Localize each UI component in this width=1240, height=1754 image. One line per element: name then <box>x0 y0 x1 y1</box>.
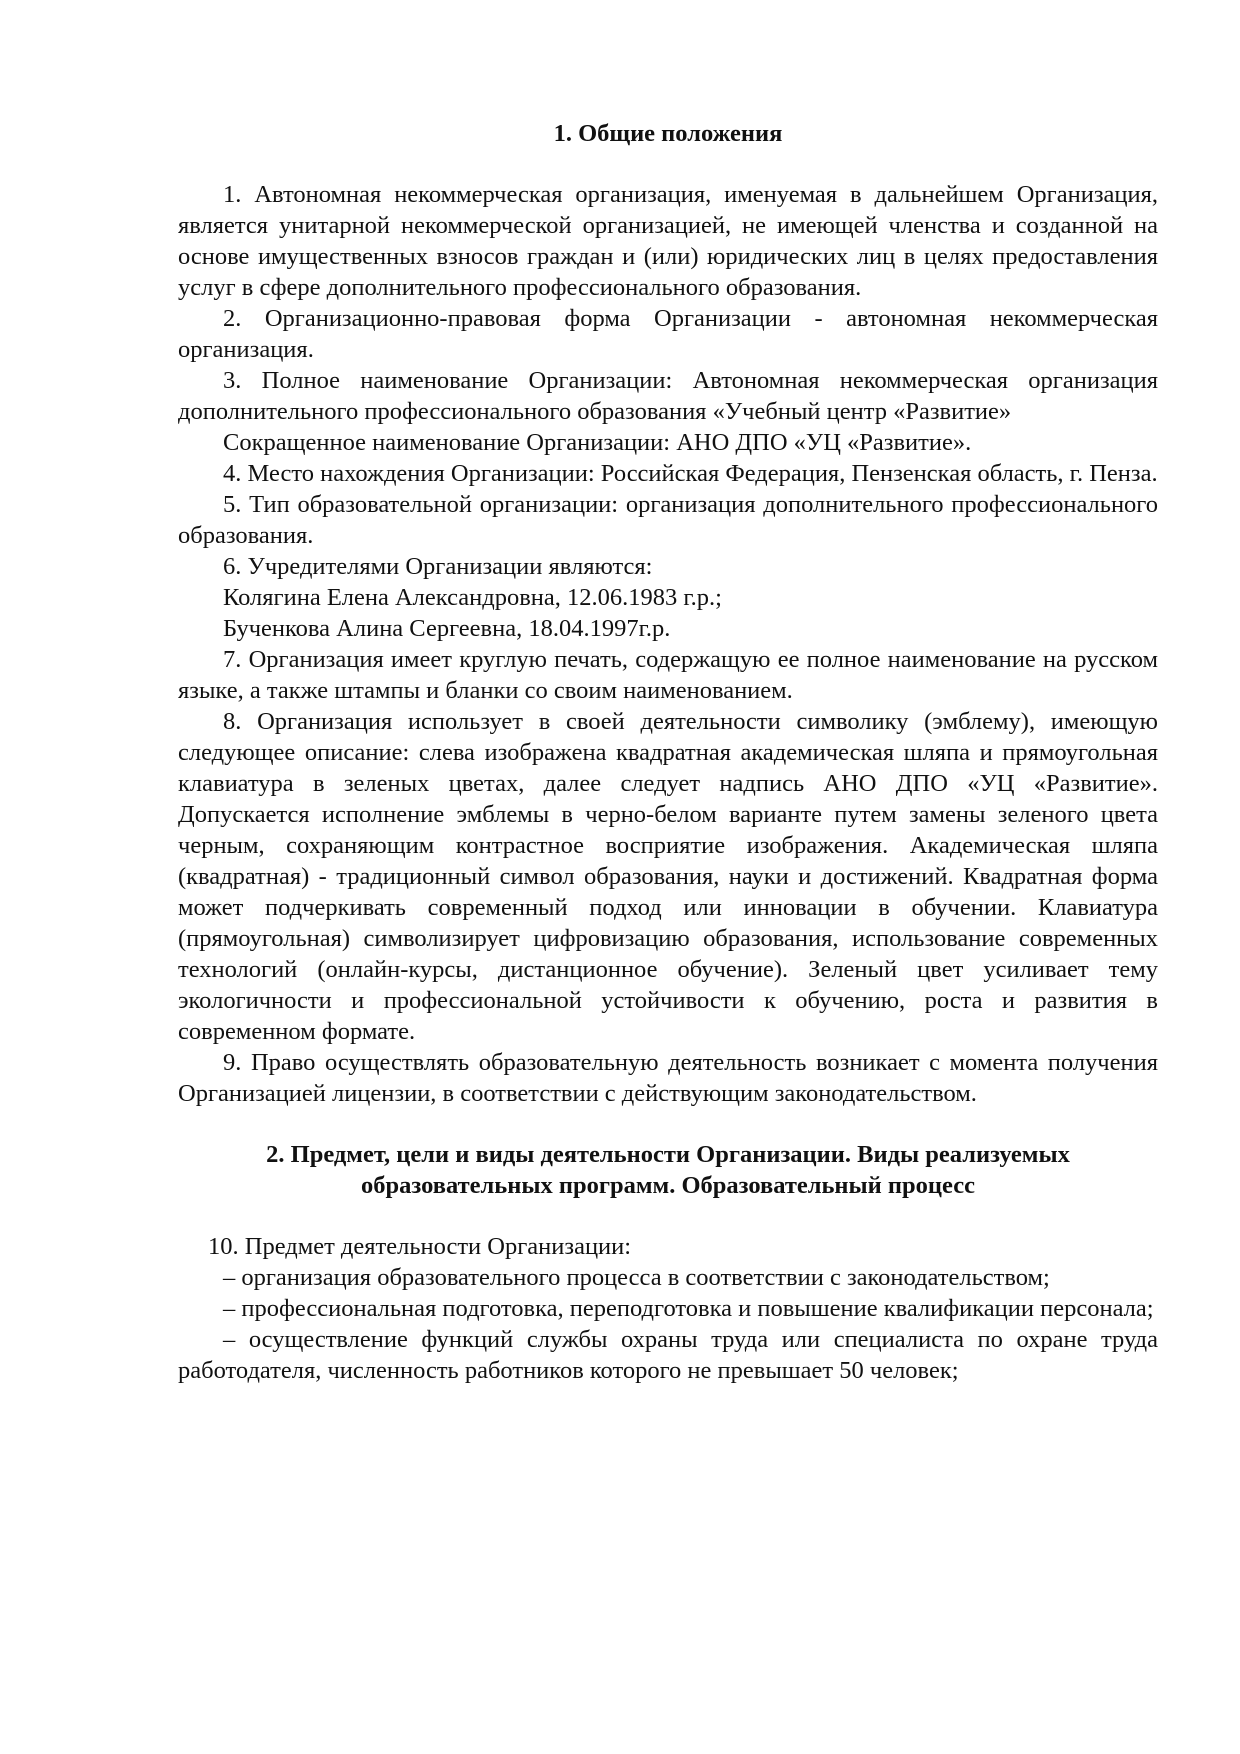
section-2-title-line-2: образовательных программ. Образовательный процесс <box>361 1172 975 1199</box>
list-item: – осуществление функций службы охраны труда или специалиста по охране труда работодателя, численность работников которого не превышает 50 человек; <box>178 1326 1158 1384</box>
founder-1: Колягина Елена Александровна, 12.06.1983 г.р.; <box>223 584 722 611</box>
founder-2: Бученкова Алина Сергеевна, 18.04.1997г.р. <box>223 615 671 642</box>
list-item: – профессиональная подготовка, переподготовка и повышение квалификации персонала; <box>223 1295 1154 1322</box>
paragraph-5: 5. Тип образовательной организации: организация дополнительного профессионального образования. <box>178 491 1158 549</box>
paragraph-3: 3. Полное наименование Организации: Автономная некоммерческая организация дополнительного профессионального образования «Учебный центр «Развитие» <box>178 367 1158 425</box>
section-2-title-line-1: 2. Предмет, цели и виды деятельности Организации. Виды реализуемых <box>266 1141 1070 1168</box>
section-2-title <box>178 1139 1158 1201</box>
list-item: – организация образовательного процесса в соответствии с законодательством; <box>223 1264 1050 1291</box>
document-page <box>178 118 1158 1386</box>
paragraph-9: 9. Право осуществлять образовательную деятельность возникает с момента получения Организацией лицензии, в соответствии с действующим законодательством. <box>178 1049 1158 1107</box>
paragraph-6: 6. Учредителями Организации являются: <box>223 553 653 580</box>
paragraph-3-short-name: Сокращенное наименование Организации: АНО ДПО «УЦ «Развитие». <box>223 429 972 456</box>
section-1-title: 1. Общие положения <box>553 120 783 147</box>
paragraph-8: 8. Организация использует в своей деятельности символику (эмблему), имеющую следующее описание: слева изображена квадратная академическая шляпа и прямоугольная клавиатура в зеленых цветах, далее следует надпись АНО ДПО «УЦ «Развитие». Допускается исполнение эмблемы в черно-белом варианте путем замены зеленого цвета черным, сохраняющим контрастное восприятие изображения. Академическая шляпа (квадратная) - традиционный символ образования, науки и достижений. Квадратная форма может подчеркивать современный подход или инновации в обучении. Клавиатура (прямоугольная) символизирует цифровизацию образования, использование современных технологий (онлайн-курсы, дистанционное обучение). Зеленый цвет усиливает тему экологичности и профессиональной устойчивости к обучению, роста и развития в современном формате. <box>178 708 1158 1045</box>
paragraph-10: 10. Предмет деятельности Организации: <box>208 1233 632 1260</box>
paragraph-2: 2. Организационно-правовая форма Организации - автономная некоммерческая организация. <box>178 305 1158 363</box>
paragraph-7: 7. Организация имеет круглую печать, содержащую ее полное наименование на русском языке, а также штампы и бланки со своим наименованием. <box>178 646 1158 704</box>
paragraph-1: 1. Автономная некоммерческая организация, именуемая в дальнейшем Организация, является унитарной некоммерческой организацией, не имеющей членства и созданной на основе имущественных взносов граждан и (или) юридических лиц в целях предоставления услуг в сфере дополнительного профессионального образования. <box>178 181 1158 301</box>
paragraph-4: 4. Место нахождения Организации: Российская Федерация, Пензенская область, г. Пенза. <box>223 460 1158 487</box>
